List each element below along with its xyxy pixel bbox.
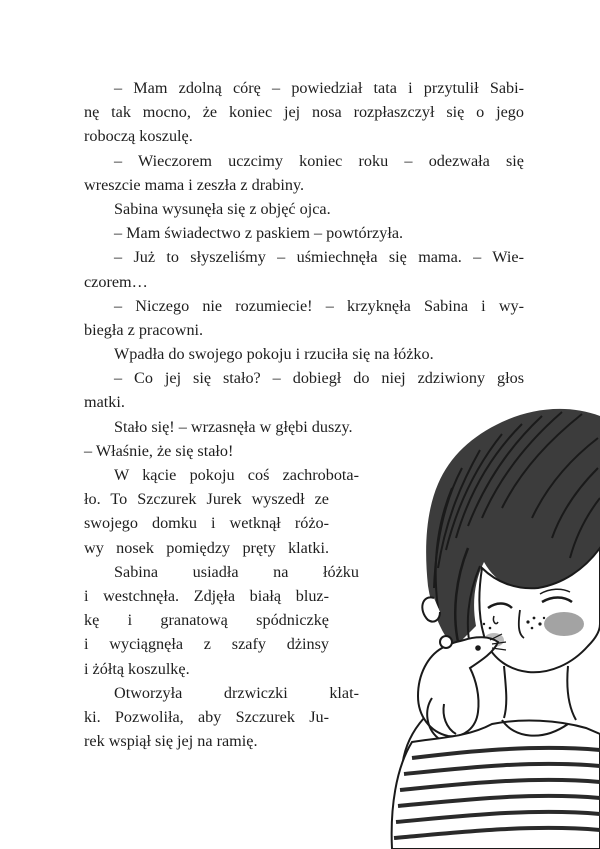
- text-line: Wpadła do swojego pokoju i rzuciła się na łóżko.: [114, 345, 434, 364]
- text-line: ło. To Szczurek Jurek wyszedł ze: [84, 490, 329, 509]
- text-line: nę tak mocno, że koniec jej nosa rozpłaszczył się o jego: [84, 103, 524, 122]
- text-line: – Wieczorem uczcimy koniec roku – odezwała się: [114, 151, 524, 170]
- text-line: wy nosek pomiędzy pręty klatki.: [84, 538, 329, 557]
- text-line: – Właśnie, że się stało!: [84, 441, 234, 460]
- text-line: – Co jej się stało? – dobiegł do niej zdziwiony głos: [114, 369, 524, 388]
- text-line: i westchnęła. Zdjęła białą bluz-: [84, 586, 329, 605]
- text-line: – Już to słyszeliśmy – uśmiechnęła się mama. – Wie-: [114, 248, 524, 267]
- text-line: kę i granatową spódniczkę: [84, 611, 329, 630]
- text-line: Stało się! – wrzasnęła w głębi duszy.: [114, 417, 353, 436]
- text-line: – Mam zdolną córę – powiedział tata i przytulił Sabi-: [114, 79, 524, 97]
- text-line: Sabina usiadła na łóżku: [114, 562, 359, 581]
- text-line: Otworzyła drzwiczki klat-: [114, 683, 359, 702]
- text-line: czorem…: [84, 272, 148, 291]
- girl-with-rat-illustration: [372, 398, 600, 849]
- text-line: – Mam świadectwo z paskiem – powtórzyła.: [114, 224, 404, 243]
- text-line: ki. Pozwoliła, aby Szczurek Ju-: [84, 707, 329, 726]
- text-line: roboczą koszulę.: [84, 127, 193, 146]
- text-line: swojego domku i wetknął różo-: [84, 514, 329, 533]
- text-line: wreszcie mama i zeszła z drabiny.: [84, 175, 305, 194]
- text-line: W kącie pokoju coś zachrobota-: [114, 466, 359, 484]
- text-line: biegła z pracowni.: [84, 320, 204, 339]
- text-line: i wyciągnęła z szafy dżinsy: [84, 635, 329, 654]
- neck: [504, 666, 576, 720]
- text-line: Sabina wysunęła się z objęć ojca.: [114, 199, 331, 218]
- cheek-blush: [544, 612, 584, 636]
- text-line: i żółtą koszulkę.: [84, 659, 190, 678]
- text-line: – Niczego nie rozumiecie! – krzyknęła Sabina i wy-: [114, 296, 524, 315]
- text-line: rek wspiął się jej na ramię.: [84, 732, 258, 751]
- text-line: matki.: [84, 393, 125, 412]
